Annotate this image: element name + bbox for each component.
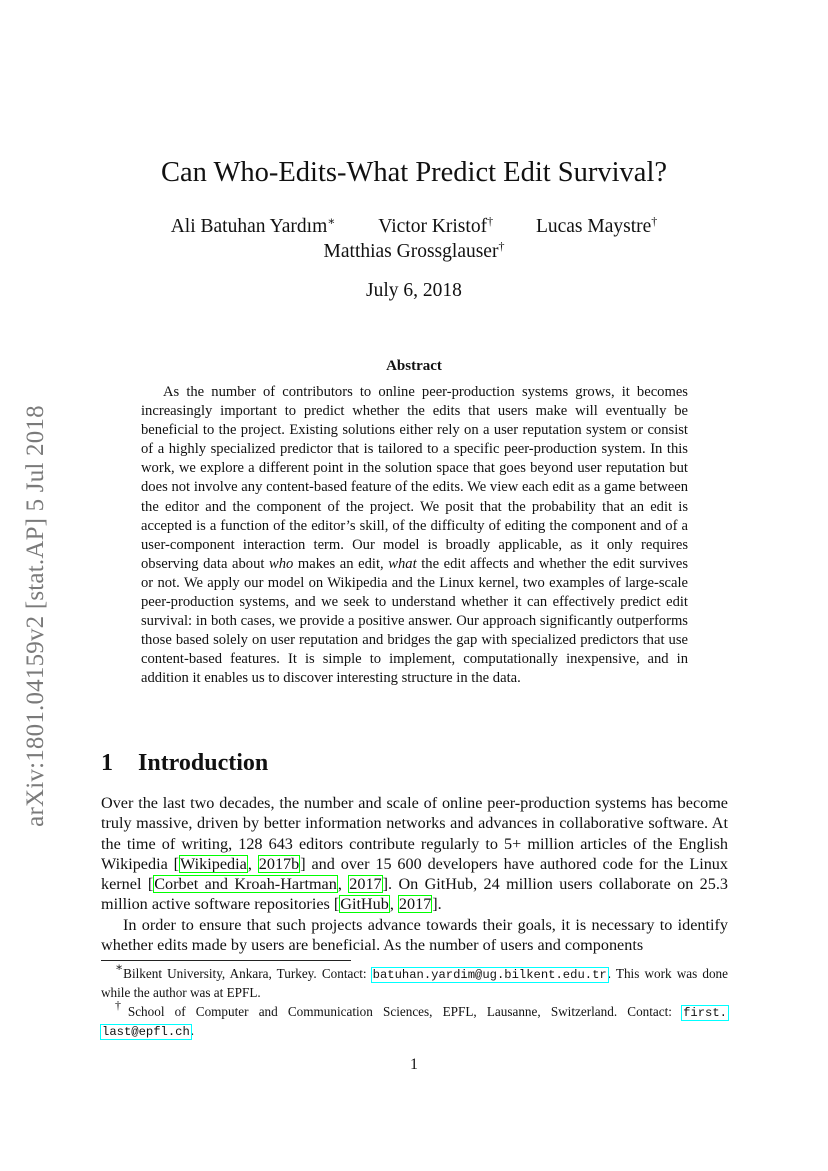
citation-author-link[interactable]: Wikipedia [180,854,247,873]
footnote-mark: † [115,998,128,1012]
footnote-2 [101,998,728,1041]
abstract-heading: Abstract [386,358,442,374]
section-title: Introduction [138,750,269,776]
footnote-text: . This work was done while the author was at EPFL. [101,966,728,1000]
text-run: and over 15 600 developers have authored code for the Linux kernel [101,854,728,894]
paragraph: In order to ensure that such projects advance towards their goals, it is necessary to identify whether edits made by users are beneficial. As the number of users and components [101,915,728,955]
author-name: Lucas Maystre [535,216,652,237]
bracket: ] [382,875,389,894]
citation-year-link[interactable]: 2017 [349,875,382,894]
affiliation-mark: † [651,214,658,228]
abstract-part: As the number of contributors to online peer-production systems grows, it becomes increasingly important to predict whether the edits that users make will eventually be beneficial to the project. Existing solutions either rely on a user reputation system or consist of a highly specialized predictor that is tailored to a specific peer-production system. In this work, we explore a different point in the solution space that goes beyond user reputation but does not involve any content-based feature of the edits. We view each edit as a game between the editor and the component of the project. We posit that the probability that an edit is accepted is a function of the editor’s skill, of the difficulty of editing the component and of a user-component interaction term. Our model is broadly applicable, as it only requires observing data about [141,384,688,572]
section-heading [101,750,268,777]
author-list [0,214,828,264]
author-4 [324,241,505,262]
footnote-text: Bilkent University, Ankara, Turkey. Contact: [123,966,372,981]
introduction-body [101,793,728,955]
separator: , [247,854,258,873]
bracket: ] [432,895,438,914]
paper-title: Can Who-Edits-What Predict Edit Survival? [160,157,668,188]
author-3 [536,214,657,239]
footnote-text: School of Computer and Communication Sciences, EPFL, Lausanne, Switzerland. Contact: [127,1004,683,1019]
paragraph [101,793,728,915]
abstract-part: the edit affects and whether the edit survives or not. We apply our model on Wikipedia and the Linux kernel, two examples of large-scale peer-production systems, and we seek to understand whether it can effectively predict edit survival: in both cases, we provide a positive answer. Our approach significantly outperforms those based solely on user reputation and bridges the gap with specialized predictors that use content-based features. It is simple to implement, computationally inexpensive, and in addition it enables us to discover interesting structure in the data. [141,555,689,687]
author-name: Victor Kristof [378,216,488,237]
author-2 [378,214,493,239]
email-link[interactable]: batuhan.yardim@ug.bilkent.edu.tr [372,968,607,982]
text-run: . [437,895,442,914]
bracket: ] [300,854,306,873]
arxiv-identifier-stamp: arXiv:1801.04159v2 [stat.AP] 5 Jul 2018 [22,405,49,827]
separator: , [389,895,398,914]
abstract-emphasis: what [388,555,417,572]
citation-github[interactable] [334,895,438,913]
abstract-emphasis: who [269,555,294,572]
footnote-1 [101,960,728,1001]
footnote-text: . [190,1023,195,1038]
text-run: . On GitHub, 24 million users collaborate on 25.3 million active software repositories [101,875,729,914]
bracket: [ [147,875,154,894]
citation-author-link[interactable]: Corbet and Kroah-Hartman [154,875,337,894]
affiliation-mark: ∗ [327,214,336,228]
abstract-text [141,383,688,689]
citation-wikipedia[interactable] [174,855,306,873]
bracket: [ [333,895,340,914]
footnotes [101,960,728,1041]
author-1 [171,214,336,239]
author-name: Matthias Grossglauser [323,241,499,262]
separator: , [337,875,349,894]
page-number: 1 [410,1056,418,1073]
section-number: 1 [101,750,113,776]
footnote-mark: ∗ [115,960,124,974]
citation-author-link[interactable]: GitHub [340,895,389,914]
email-link[interactable]: last@epfl.ch [102,1025,190,1039]
citation-corbet[interactable] [148,875,388,893]
footnote-divider [101,960,351,961]
abstract-part: makes an edit, [293,555,389,572]
text-run: Over the last two decades, the number and scale of online peer-production systems has become truly massive, driven by better information networks and advances in collaborative software. At the time of writing, 128 643 editors contribute regularly to 5+ million articles of the English Wikipedia [101,794,728,873]
citation-year-link[interactable]: 2017 [398,895,432,914]
affiliation-mark: † [498,239,505,253]
bracket: [ [173,854,180,873]
email-link[interactable]: first. [683,1006,727,1020]
citation-year-link[interactable]: 2017b [258,854,300,873]
author-name: Ali Batuhan Yardım [170,216,328,237]
publication-date: July 6, 2018 [366,280,462,301]
affiliation-mark: † [487,214,494,228]
